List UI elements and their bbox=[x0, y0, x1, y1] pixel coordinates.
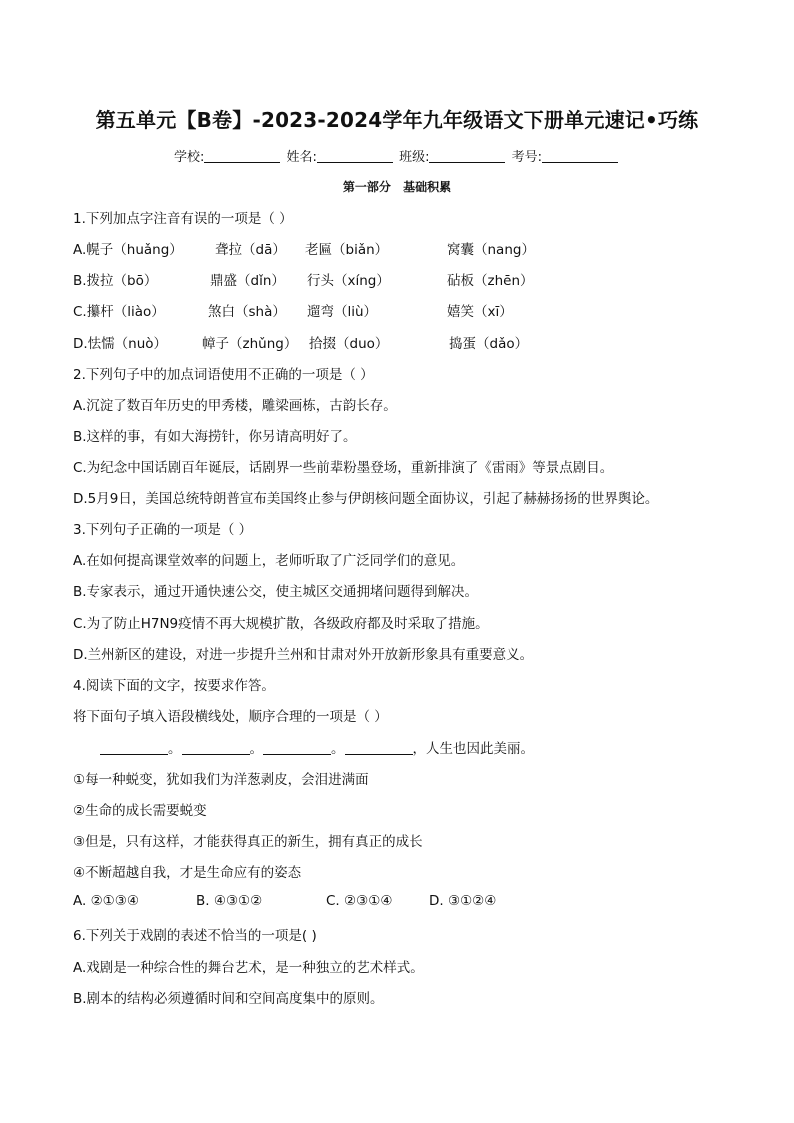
separator: 。 bbox=[168, 741, 182, 757]
student-info-line bbox=[0, 146, 794, 165]
q1-a-item-4: 窝囊（nang） bbox=[447, 242, 535, 258]
q3-option-d: D.兰州新区的建设，对进一步提升兰州和甘肃对外开放新形象具有重要意义。 bbox=[73, 647, 534, 663]
q2-option-d: D.5月9日，美国总统特朗普宣布美国终止参与伊朗核问题全面协议，引起了赫赫扬扬的世界舆论。 bbox=[73, 491, 659, 507]
page-title: 第五单元【B卷】-2023-2024学年九年级语文下册单元速记•巧练 bbox=[95, 108, 699, 132]
q1-c-item-4: 嬉笑（xī） bbox=[447, 304, 513, 320]
question-1-stem: 1.下列加点字注音有误的一项是（ ） bbox=[73, 211, 293, 227]
q3-option-a: A.在如何提高课堂效率的问题上，老师听取了广泛同学们的意见。 bbox=[73, 553, 465, 569]
q1-d-item-3: 拾掇（duo） bbox=[309, 336, 389, 352]
q4-sentence-1: ①每一种蜕变，犹如我们为洋葱剥皮，会泪进满面 bbox=[73, 772, 369, 788]
q4-sentence-2: ②生命的成长需要蜕变 bbox=[73, 803, 207, 819]
number-field[interactable] bbox=[542, 149, 618, 163]
blank-1[interactable] bbox=[100, 742, 168, 755]
q4-choice-b: B. ④③①② bbox=[196, 893, 263, 909]
q1-a-item-3: 老匾（biǎn） bbox=[305, 242, 389, 258]
q1-c-item-1: C.攥杆（liào） bbox=[73, 304, 165, 320]
q2-option-c: C.为纪念中国话剧百年诞辰，话剧界一些前辈粉墨登场，重新排演了《雷雨》等景点剧目。 bbox=[73, 460, 614, 476]
q3-option-c: C.为了防止H7N9疫情不再大规模扩散，各级政府都及时采取了措施。 bbox=[73, 616, 489, 632]
q2-option-a: A.沉淀了数百年历史的甲秀楼，雕梁画栋，古韵长存。 bbox=[73, 398, 397, 414]
q4-choice-d: D. ③①②④ bbox=[429, 893, 497, 909]
name-field[interactable] bbox=[317, 149, 393, 163]
question-3-stem: 3.下列句子正确的一项是（ ） bbox=[73, 522, 253, 538]
blank-3[interactable] bbox=[263, 742, 331, 755]
q1-b-item-1: B.拨拉（bō） bbox=[73, 273, 158, 289]
blank-4[interactable] bbox=[345, 742, 413, 755]
q1-d-item-4: 捣蛋（dǎo） bbox=[449, 336, 529, 352]
q1-c-item-2: 煞白（shà） bbox=[208, 304, 286, 320]
q1-a-item-1: A.幌子（huǎng） bbox=[73, 242, 183, 258]
q4-choice-c: C. ②③①④ bbox=[326, 893, 393, 909]
blank-line-tail: ，人生也因此美丽。 bbox=[412, 741, 534, 757]
section-title: 第一部分 基础积累 bbox=[342, 180, 452, 194]
q6-option-b: B.剧本的结构必须遵循时间和空间高度集中的原则。 bbox=[73, 991, 384, 1007]
q1-d-item-2: 幛子（zhǔng） bbox=[202, 336, 298, 352]
school-field[interactable] bbox=[204, 149, 280, 163]
q4-sentence-4: ④不断超越自我，才是生命应有的姿态 bbox=[73, 865, 302, 881]
q2-option-b: B.这样的事，有如大海捞针，你另请高明好了。 bbox=[73, 429, 357, 445]
q3-option-b: B.专家表示，通过开通快速公交，使主城区交通拥堵问题得到解决。 bbox=[73, 584, 479, 600]
q1-b-item-3: 行头（xíng） bbox=[307, 273, 390, 289]
blank-2[interactable] bbox=[182, 742, 250, 755]
question-4-stem: 4.阅读下面的文字，按要求作答。 bbox=[73, 678, 275, 694]
separator: 。 bbox=[249, 741, 263, 757]
school-label: 学校: bbox=[174, 150, 205, 165]
q4-choice-a: A. ②①③④ bbox=[73, 893, 139, 909]
q6-option-a: A.戏剧是一种综合性的舞台艺术，是一种独立的艺术样式。 bbox=[73, 960, 424, 976]
question-6-stem: 6.下列关于戏剧的表述不恰当的一项是( ) bbox=[73, 928, 317, 944]
q1-a-item-2: 聋拉（dā） bbox=[215, 242, 286, 258]
question-2-stem: 2.下列句子中的加点词语使用不正确的一项是（ ） bbox=[73, 367, 374, 383]
q1-b-item-4: 砧板（zhēn） bbox=[447, 273, 534, 289]
separator: 。 bbox=[331, 741, 345, 757]
q4-blank-line bbox=[100, 737, 534, 757]
q1-b-item-2: 鼎盛（dǐn） bbox=[210, 273, 285, 289]
number-label: 考号: bbox=[511, 150, 542, 165]
q4-sub-question: 将下面句子填入语段横线处，顺序合理的一项是（ ） bbox=[73, 709, 388, 725]
q1-d-item-1: D.怯懦（nuò） bbox=[73, 336, 168, 352]
name-label: 姓名: bbox=[286, 150, 317, 165]
class-label: 班级: bbox=[399, 150, 430, 165]
class-field[interactable] bbox=[429, 149, 505, 163]
q1-c-item-3: 遛弯（liù） bbox=[307, 304, 378, 320]
q4-sentence-3: ③但是，只有这样，才能获得真正的新生，拥有真正的成长 bbox=[73, 834, 423, 850]
